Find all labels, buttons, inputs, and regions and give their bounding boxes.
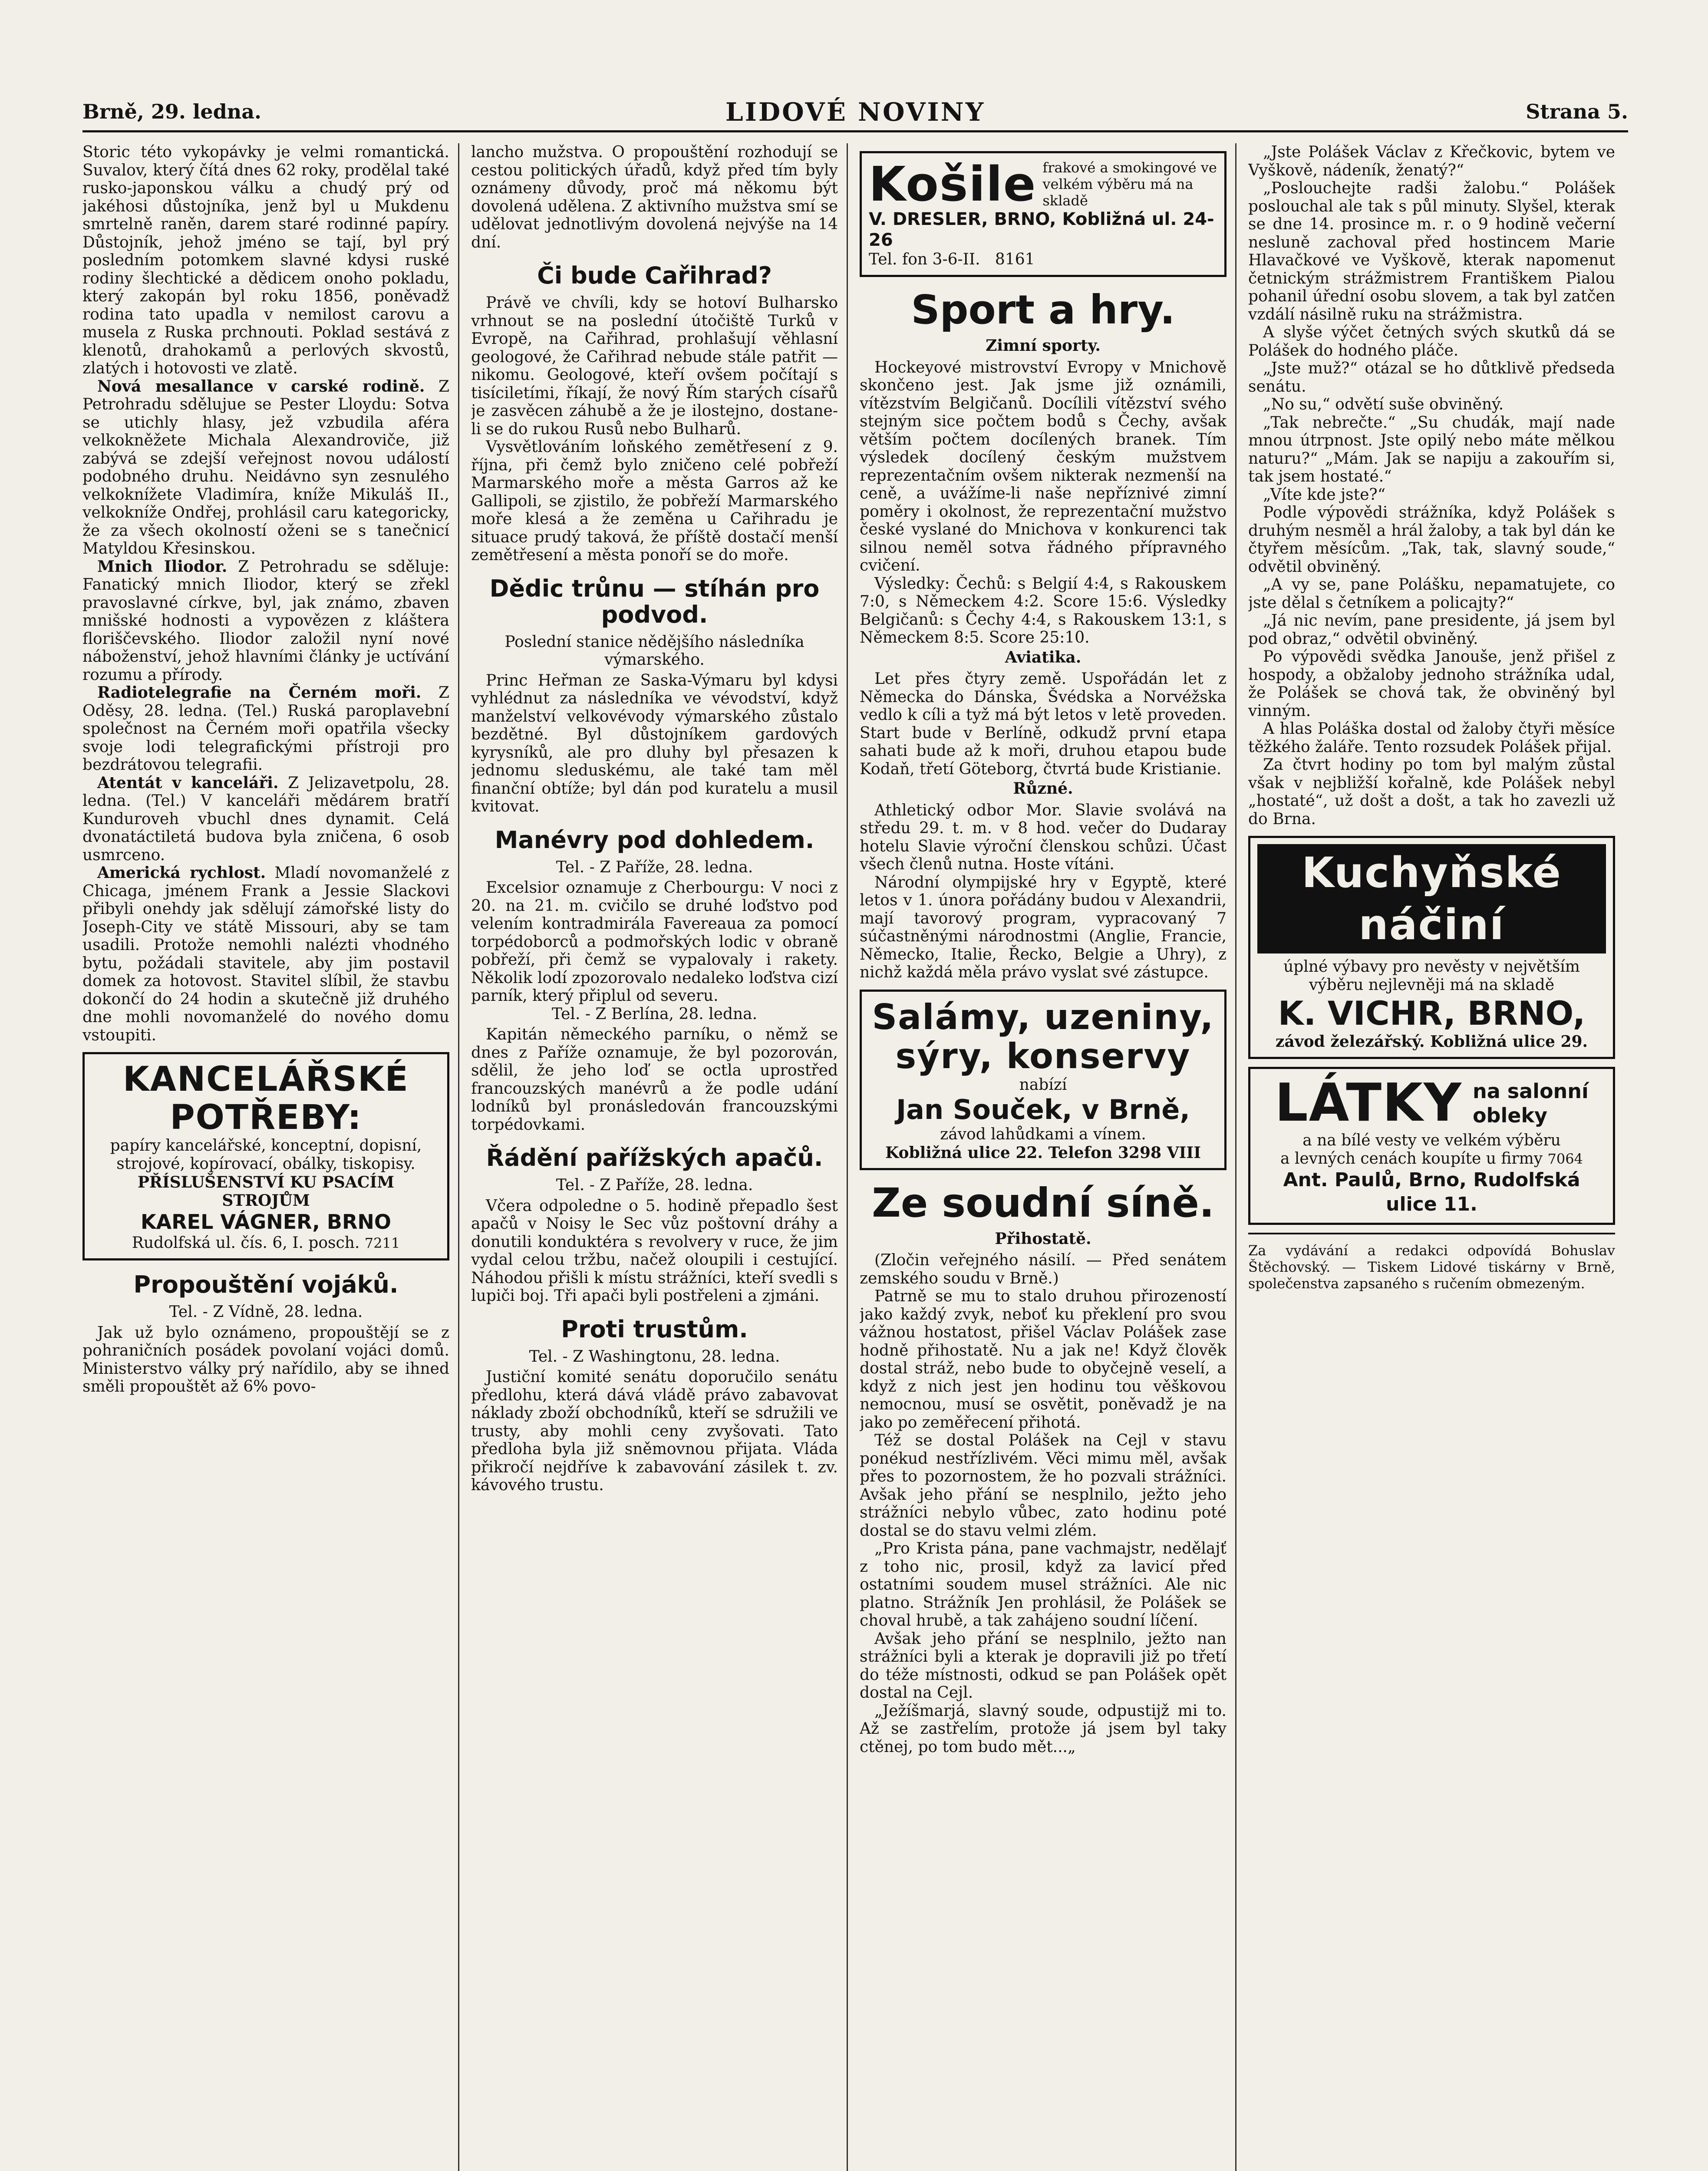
ad-text: frakové a smokingové ve velkém výběru má na skladě xyxy=(1042,159,1217,209)
section-subtitle: Zimní sporty. xyxy=(986,337,1101,355)
article-text-span: Z Petrohradu sdělujue se Pester Lloydu: Sotva se utichly hlasy, jež vzbudila aféra velkokněžete Michala Alexandroviče, již zabývá se zdejší veřejnost novou událostí podobného druhu. Neidávno syn zesnulého velkoknížete Vladimíra, kníže Mikuláš II., velkokníže Ondřej, prohlásil caru kategoricky, že za všech okolností oženi se s tanečnicí Matyldou Křesinskou. xyxy=(82,377,449,558)
footer-rule xyxy=(1248,1233,1615,1234)
article-text xyxy=(82,864,449,1044)
ad-code: 7211 xyxy=(364,1235,400,1251)
article-text: Patrně se mu to stalo druhou přirozeností jako každý zvyk, neboť ku překlení pro svou vážnou hostatost, přišel Václav Polášek zase hodně přihostatě. Nu a jak ne! Když člověk dostal stráž, nebo bude to obyčejně veselí, a když z nich jest jen hodinu tou věškovou nemocnou, musí se osvětit, poněvadž je na jako po zeměřecení přihotá. xyxy=(860,1287,1227,1432)
article-headline: Či bude Cařihrad? xyxy=(537,262,772,289)
article-dateline: Tel. - Z Paříže, 28. ledna. xyxy=(556,858,753,876)
article-text: „Poslouchejte radši žalobu.“ Polášek poslouchal ale tak s půl minuty. Slyšel, kterak se dne 14. prosince m. r. o 9 hodině večerní nesluně zachoval před hostincem Marie Hlavačkové ve Vyškově, kterak napomenut četnickým strážmistrem Františkem Pialou pohanil úřední osobu slovem, a tak byl zatčen vzdálí násilně ruku na strážmistra. xyxy=(1248,179,1615,323)
masthead-title: LIDOVÉ NOVINY xyxy=(725,97,986,127)
ad-title: Salámy, uzeniny, sýry, konservy xyxy=(872,996,1214,1076)
ad-line: a na bílé vesty ve velkém výběru xyxy=(1302,1132,1561,1149)
ad-address-text: Rudolfská ul. čís. 6, I. posch. xyxy=(132,1234,360,1252)
article-text: Národní olympijské hry v Egyptě, které letos v 1. února pořádány budou v Alexandrii, mají tavorový program, vypracovaný 7 súčastněnými národnostmi (Anglie, Francie, Německo, Italie, Řecko, Belgie a Uhry), z nichž každá měla právo vyslat své zástupce. xyxy=(860,873,1227,981)
article-text xyxy=(82,774,449,864)
advertisement-fabrics xyxy=(1248,1067,1615,1225)
article-headline: Propouštění vojáků. xyxy=(133,1271,399,1298)
ad-phone-text: Tel. fon 3-6-II. xyxy=(869,251,980,268)
article-text: „A vy se, pane Polášku, nepamatujete, co jste dělal s četníkem a policajty?“ xyxy=(1248,576,1615,612)
article-text: „Pro Krista pána, pane vachmajstr, nedělajť z toho nic, prosil, když za lavicí před ostatními soudem musel strážníci. Ale nic platno. Strážník Jen prohlásil, že Polášek se choval hrubě, a tak zahájeno soudní líčení. xyxy=(860,1540,1227,1630)
ad-side-text xyxy=(1473,1079,1589,1128)
article-subheading: Americká rychlost. xyxy=(97,864,266,882)
advertisement-shirts xyxy=(860,151,1227,277)
article-text: (Zločin veřejného násilí. — Před senátem zemského soudu v Brně.) xyxy=(860,1251,1227,1287)
article-text: Po výpovědi svědka Janouše, jenž přišel z hospody, a obžaloby jednoho strážníka udal, že Polášek se chová tak, že obviněný byl vinným. xyxy=(1248,648,1615,720)
article-text: Včera odpoledne o 5. hodině přepadlo šest apačů v Noisy le Sec vůz poštovní dráhy a donutili konduktéra s revolvery v ruce, že jim vydal celou tržbu, načež oloupili i cestující. Náhodou přišli k místu strážníci, kteří svedli s lupiči boj. Tři apači byli postřeleni a zjmáni. xyxy=(471,1197,838,1305)
article-dateline: Tel. - Z Vídně, 28. ledna. xyxy=(169,1303,363,1321)
article-text: „Jste Polášek Václav z Křečkovic, bytem ve Vyškově, nádeník, ženatý?“ xyxy=(1248,143,1615,179)
article-text: Let přes čtyry země. Uspořádán let z Německa do Dánska, Švédska a Norvéžska vedlo k cíli a tyž má být letos v letě proveden. Start bude v Berlíně, odkudž první etapa sahati bude až k moři, druhou etapou bude Kodaň, třetí Göteborg, čtvrtá bude Kristianie. xyxy=(860,670,1227,778)
article-text-span: Z Oděsy, 28. ledna. (Tel.) Ruská paroplavební společnost na Černém moři opatřila všecky svoje lodi telegrafickými přístroji pro bezdrátovou telegrafii. xyxy=(82,684,449,774)
ad-code: 8161 xyxy=(995,251,1035,268)
ad-address: Kobližná ulice 22. Telefon 3298 VIII xyxy=(885,1143,1201,1162)
column-divider xyxy=(458,143,459,2171)
article-text: Kapitán německého parníku, o němž se dnes z Paříže oznamuje, že byl pozorován, sdělil, že jeho loď se octla uprostřed francouzských manévrů a že podle udání lodníků byl pronásledován francouzskými torpédovkami. xyxy=(471,1026,838,1134)
article-text: „Tak nebrečte.“ „Su chudák, mají nade mnou útrpnost. Jste opilý nebo máte mělkou naturu?“ „Mám. Jak se napiju a zakouřím si, tak jsem hostaté.“ xyxy=(1248,413,1615,485)
article-headline: Řádění pařížských apačů. xyxy=(486,1144,823,1171)
ad-firm-name: K. VICHR, BRNO, xyxy=(1278,994,1586,1033)
article-text: Avšak jeho přání se nesplnilo, ježto nan strážníci byli a kterak je dopravili již po třetí do téže místnosti, odkud se pan Polášek opět dostal na Cejl. xyxy=(860,1630,1227,1702)
section-subtitle: Různé. xyxy=(1013,779,1073,798)
imprint-footer: Za vydávání a redakci odpovídá Bohuslav Štěchovský. — Tiskem Lidové tiskárny v Brně, společenstva zapsaného s ručením obmezeným. xyxy=(1248,1242,1615,1292)
article-headline: Proti trustům. xyxy=(561,1315,748,1343)
article-subheading: Mnich Iliodor. xyxy=(97,557,228,576)
article-text: Princ Heřman ze Saska-Výmaru byl kdysi vyhlédnut za následníka ve vévodství, když manželství velkovévody výmarského zůstalo bezdětné. Byl důstojníkem gardových kyrysníků, ale pro dluhy byl přesazen k jednomu sleduskému, ale také tam měl finanční obtíže; byl dán pod kuratelu a musil kvitovat. xyxy=(471,671,838,815)
ad-line: nabízí xyxy=(1019,1076,1067,1094)
ad-title: Košile xyxy=(869,156,1037,212)
article-text: „No su,“ odvětí suše obviněný. xyxy=(1263,396,1504,413)
article-text-span: Z Petrohradu se sděluje: Fanatický mnich Iliodor, který se zřekl pravoslavné církve, byl, jak známo, zbaven mnišské hodnosti a vypovězen z kláštera floriščevského. Iliodor založil nyní nové náboženství, jehož hlavními články je uctívání rozumu a přírody. xyxy=(82,558,449,684)
column-1 xyxy=(82,143,449,2171)
article-text: Též se dostal Polášek na Cejl v stavu ponékud nestřízlivém. Věci mimu měl, avšak přes to pozornostem, že ho pozvali strážníci. Avšak jeho přání se nesplnilo, ježto jeho strážníci nebylo vůbec, zato hodinu poté dostal se do stavu velmi zlém. xyxy=(860,1432,1227,1540)
article-dateline: Tel. - Z Paříže, 28. ledna. xyxy=(556,1176,753,1194)
column-4 xyxy=(1248,143,1615,2171)
article-text: Výsledky: Čechů: s Belgií 4:4, s Rakouskem 7:0, s Německem 4:2. Score 15:6. Výsledky Belgičanů: s Čechy 4:4, s Rakouskem 13:1, s Německem 8:5. Score 25:10. xyxy=(860,574,1227,647)
masthead-date: Brně, 29. ledna. xyxy=(82,100,262,123)
ad-firm-name: Ant. Paulů, Brno, Rudolfská ulice 11. xyxy=(1283,1169,1580,1215)
ad-firm-name: KAREL VÁGNER, BRNO xyxy=(140,1210,392,1234)
article-text xyxy=(82,684,449,774)
article-text xyxy=(82,378,449,558)
masthead-page-number: Strana 5. xyxy=(1526,100,1628,123)
ad-line: na salonní xyxy=(1472,1079,1589,1103)
article-subheading: Atentát v kanceláři. xyxy=(97,773,279,792)
article-text: Vysvětlováním loňského zemětřesení z 9. října, při čemž bylo zničeno celé pobřeží Marmarského moře a města Garros až ke Gallipoli, se zjistilo, že pobřeží Marmarského moře klesá a že zeměna u Cařihradu je situace prudý taková, že příště dostačí menší zemětřesení a města ponoří se do moře. xyxy=(471,438,838,564)
article-text: Hockeyové mistrovství Evropy v Mnichově skončeno jest. Jak jsme již oznámili, vítězstvím Belgičanů. Docílili vítězství svého stejným sice počtem bodů s Čechy, avšak větším počtem docílených branek. Tím výsledek docílený českým mužstvem reprezentačním ovšem nikterak nezmenší na ceně, a uvážíme-li naše nepříznivé zimní poměry i okolnost, že reprezentační mužstvo české vyslané do Mnichova v konkurenci tak silnou neměl sotva řádného přípravného cvičení. xyxy=(860,358,1227,574)
article-dateline: Tel. - Z Washingtonu, 28. ledna. xyxy=(529,1347,780,1366)
article-text: Právě ve chvíli, kdy se hotoví Bulharsko vrhnout se na poslední útočiště Turků v Evropě, na Cařihrad, prohlašují věhlasní geologové, že Cařihrad nebude stále patřit — nikomu. Geologové, kteří ovšem počítají s tisíciletími, říkají, že nový Řím starých císařů je zasvěcen záhubě a že je ilostejno, dostane-li se do rukou Rusů nebo Bulharů. xyxy=(471,294,838,438)
section-headline: Sport a hry. xyxy=(911,287,1175,333)
ad-line-text: a levných cenách koupíte u firmy xyxy=(1280,1150,1543,1168)
ad-line: PŘÍSLUŠENSTVÍ KU PSACÍM STROJŮM xyxy=(137,1173,395,1210)
column-2 xyxy=(471,143,838,2171)
ad-title: Kuchyňské náčiní xyxy=(1257,844,1606,954)
article-text: Athletický odbor Mor. Slavie svolává na středu 29. t. m. v 8 hod. večer do Dudaray hotelu Slavie výroční členskou schůzi. Účast všech členů nutna. Hoste vítáni. xyxy=(860,801,1227,873)
ad-header-row xyxy=(1257,1075,1606,1132)
article-text: A hlas Poláška dostal od žaloby čtyři měsíce těžkého žaláře. Tento rozsudek Polášek přijal. xyxy=(1248,720,1615,756)
article-text-span: Z Jelizavetpolu, 28. ledna. (Tel.) V kanceláři mědárem bratří Kunduroveh vbuchl dnes dynamit. Celá dvonatáctiletá budova byla zničena, 6 osob usmrceno. xyxy=(82,774,449,864)
article-subtitle: Poslední stanice nědějšího následníka výmarského. xyxy=(504,633,805,669)
article-text: Excelsior oznamuje z Cherbourgu: V noci z 20. na 21. m. cvičilo se druhé loďstvo pod velením kontradmirála Favereaua za pomocí torpédoborců a podmořských lodic v obraně pobřeží, při čemž se vypalovaly i rakety. Několik lodí zpozorovalo nedaleko loďstva cizí parník, který připlul od severu. xyxy=(471,879,838,1005)
article-text xyxy=(82,558,449,684)
column-divider xyxy=(847,143,848,2171)
article-text: „Ježíšmarjá, slavný soude, odpustijž mi to. Až se zastřelím, protože já jsem byl taky ctěnej, po tom budo mět...„ xyxy=(860,1702,1227,1756)
advertisement-kitchenware xyxy=(1248,836,1615,1059)
masthead xyxy=(82,97,1628,132)
advertisement-office-supplies xyxy=(82,1052,449,1260)
article-text: A slyše výčet četných svých skutků dá se Polášek do hodného pláče. xyxy=(1248,323,1615,360)
advertisement-delicatessen xyxy=(860,990,1227,1170)
ad-line: úplné výbavy pro nevěsty v největším výběru nejlevněji má na skladě xyxy=(1283,958,1580,994)
ad-line: závod lahůdkami a vínem. xyxy=(940,1125,1146,1143)
ad-line: strojové, kopírovací, obálky, tiskopisy. xyxy=(116,1155,415,1173)
article-text: Justiční komité senátu doporučilo senátu předlohu, která dává vládě právo zabavovat náklady zboží obchodníků, kteří se sdružili ve trusty, aby mohli ceny zvyšovati. Tato předloha byla již sněmovnou přijata. Vláda přikročí nejdříve k zabavování zásilek t. zv. kávového trustu. xyxy=(471,1368,838,1494)
ad-firm-name: Jan Souček, v Brně, xyxy=(896,1093,1190,1125)
ad-firm-name: V. DRESLER, BRNO, Kobližná ul. 24-26 xyxy=(869,209,1214,250)
article-text: lancho mužstva. O propouštění rozhodují se cestou politických úřadů, když před tím byly oznámeny důvody, proč má někomu být dovolená udělena. Z aktivního mužstva smí se udělovat jednotlivým dovolená nejvýše na 14 dní. xyxy=(471,143,838,251)
article-subheading: Nová mesallance v carské rodině. xyxy=(97,377,425,396)
ad-title: KANCELÁŘSKÉ POTŘEBY: xyxy=(123,1060,409,1137)
ad-header-row xyxy=(869,156,1217,212)
article-text: „Já nic nevím, pane presidente, já jsem byl pod obraz,“ odvětil obviněný. xyxy=(1248,612,1615,648)
section-headline: Ze soudní síně. xyxy=(872,1179,1214,1226)
article-text-span: Mladí novomanželé z Chicaga, jménem Frank a Jessie Slackovi přibyli onehdy jak sdělují zámořské listy do Joseph-City ve státě Missouri, aby se tam usadili. Protože nemohli nalézti vhodného bytu, požádali stavitele, aby jim postavil domek za hotovost. Stavitel slíbil, že stavbu dokončí do 24 hodin a skutečně již druhého dne mohli novomanželé do nového domu vstoupiti. xyxy=(82,864,449,1044)
article-headline: Manévry pod dohledem. xyxy=(495,826,814,854)
section-subtitle: Aviatika. xyxy=(1005,648,1082,666)
column-3 xyxy=(860,143,1227,2171)
article-subheading: Radiotelegrafie na Černém moři. xyxy=(97,683,422,702)
ad-phone xyxy=(869,251,1217,269)
article-text: Podle výpovědi strážníka, když Polášek s druhým nesměl a hrál žaloby, a tak byl dán ke čtyřem měsícům. „Tak, tak, slavný soude,“ odvětil obviněný. xyxy=(1248,504,1615,576)
article-dateline: Tel. - Z Berlína, 28. ledna. xyxy=(551,1005,758,1023)
article-text: Za čtvrt hodiny po tom byl malým zůstal však v nejbližší kořalně, kde Polášek nebyl „hostaté“, už došt a došt, a tak ho zavezli už do Brna. xyxy=(1248,756,1615,828)
ad-line xyxy=(1257,1150,1606,1168)
ad-line: obleky xyxy=(1472,1104,1548,1127)
article-text: Storic této vykopávky je velmi romantická. Suvalov, který čítá dnes 62 roky, prodělal také rusko-japonskou válku a chudý prý od jakéhosi důstojníka, jenž byl u Mukdenu smrtelně raněn, darem staré rodinné papíry. Důstojník, jehož jméno se tají, byl prý posledním potomkem slavné kdysi ruské rodiny šlechtické a dědicem onoho pokladu, který zakopán byl roku 1856, poněvadž rodina tato upadla v nemilost carovu a musela z Ruska prchnouti. Poklad sestává z klenotů, drahokamů a perlových skvostů, zlatých i hotovosti ve zlatě. xyxy=(82,143,449,377)
ad-title: LÁTKY xyxy=(1275,1073,1462,1133)
article-headline: Dědic trůnu — stíhán pro podvod. xyxy=(489,574,820,628)
ad-code: 7064 xyxy=(1547,1151,1583,1167)
column-divider xyxy=(1235,143,1236,2171)
section-subtitle: Přihostatě. xyxy=(995,1229,1091,1248)
article-text: „Víte kde jste?“ xyxy=(1263,485,1386,504)
ad-address xyxy=(92,1234,440,1252)
article-text: „Jste muž?“ otázal se ho důtklivě předseda senátu. xyxy=(1248,360,1615,396)
article-text: Jak už bylo oznámeno, propouštějí se z pohraničních posádek povolaní vojáci domů. Ministerstvo války prý nařídilo, aby se ihned směli propouštět až 6% povo- xyxy=(82,1323,449,1396)
ad-line: papíry kancelářské, konceptní, dopisní, xyxy=(110,1137,422,1155)
ad-address: závod železářský. Kobližná ulice 29. xyxy=(1275,1033,1588,1051)
